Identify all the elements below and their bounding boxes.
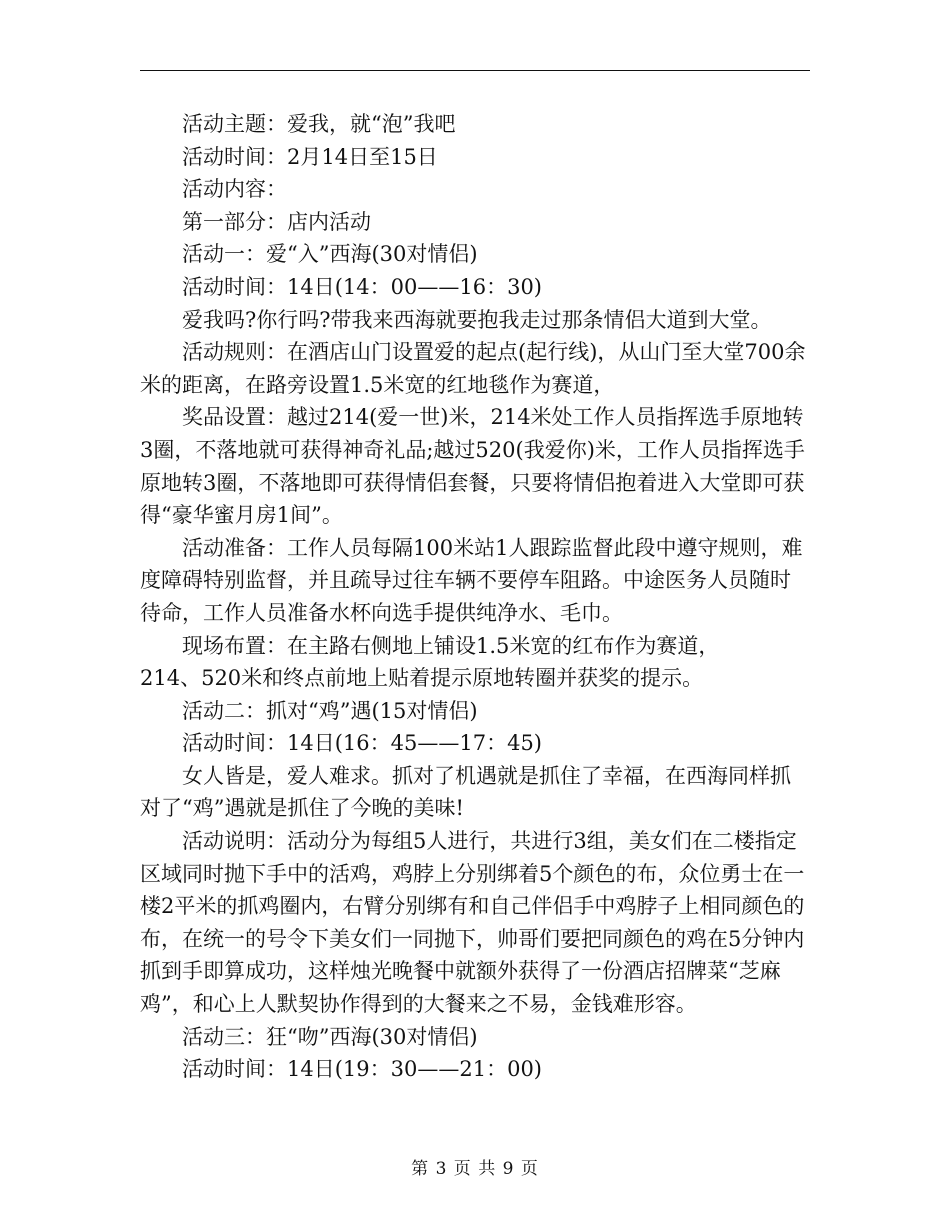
paragraph-site-setup: 现场布置：在主路右侧地上铺设1.5米宽的红布作为赛道，	[182, 633, 720, 658]
paragraph-activity-three-time: 活动时间：14日(19：30——21：00)	[182, 1057, 542, 1082]
paragraph-activity-two-intro: 女人皆是，爱人难求。抓对了机遇就是抓住了幸福，在西海同样抓对了“鸡”遇就是抓住了今晚的美味!	[140, 763, 791, 821]
paragraph-prizes: 奖品设置：越过214(爱一世)米，214米处工作人员指挥选手原地转3圈，不落地就可获得神奇礼品;越过520(我爱你)米，工作人员指挥选手原地转3圈，不落地即可获得情侣套餐，只要将情侣抱着进入大堂即可获得“豪华蜜月房1间”。	[140, 405, 805, 528]
paragraph-content-heading: 活动内容：	[182, 177, 287, 202]
page-number-footer: 第 3 页 共 9 页	[411, 1159, 539, 1179]
paragraph-activity-two-time: 活动时间：14日(16：45——17：45)	[182, 731, 542, 756]
paragraph-activity-three: 活动三：狂“吻”西海(30对情侣)	[182, 1024, 478, 1049]
paragraph-activity-two-desc: 活动说明：活动分为每组5人进行，共进行3组，美女们在二楼指定区域同时抛下手中的活鸡，鸡脖上分别绑着5个颜色的布，众位勇士在一楼2平米的抓鸡圈内，右臂分别绑有和自己伴侣手中鸡脖子上相同颜色的布，在统一的号令下美女们一同抛下，帅哥们要把同颜色的鸡在5分钟内抓到手即算成功，这样烛光晚餐中就额外获得了一份酒店招牌菜“芝麻鸡”，和心上人默契协作得到的大餐来之不易，金钱难形容。	[140, 829, 805, 1017]
paragraph-time: 活动时间：2月14日至15日	[182, 144, 438, 169]
paragraph-activity-one: 活动一：爱“入”西海(30对情侣)	[182, 242, 478, 267]
paragraph-activity-rules: 活动规则：在酒店山门设置爱的起点(起行线)，从山门至大堂700余米的距离，在路旁设置1.5米宽的红地毯作为赛道，	[140, 340, 806, 397]
paragraph-theme: 活动主题：爱我，就“泡”我吧	[182, 112, 456, 136]
paragraph-activity-one-intro: 爱我吗?你行吗?带我来西海就要抱我走过那条情侣大道到大堂。	[182, 307, 772, 332]
paragraph-site-setup-cont: 214、520米和终点前地上贴着提示原地转圈并获奖的提示。	[140, 666, 704, 691]
paragraph-activity-two: 活动二：抓对“鸡”遇(15对情侣)	[182, 698, 478, 723]
paragraph-activity-one-time: 活动时间：14日(14：00——16：30)	[182, 274, 542, 299]
paragraph-preparation: 活动准备：工作人员每隔100米站1人跟踪监督此段中遵守规则，难度障碍特别监督，并且疏导过往车辆不要停车阻路。中途医务人员随时待命，工作人员准备水杯向选手提供纯净水、毛巾。	[140, 535, 803, 625]
document-body	[140, 108, 810, 1086]
header-rule	[140, 70, 810, 71]
paragraph-part-one: 第一部分：店内活动	[182, 209, 371, 234]
